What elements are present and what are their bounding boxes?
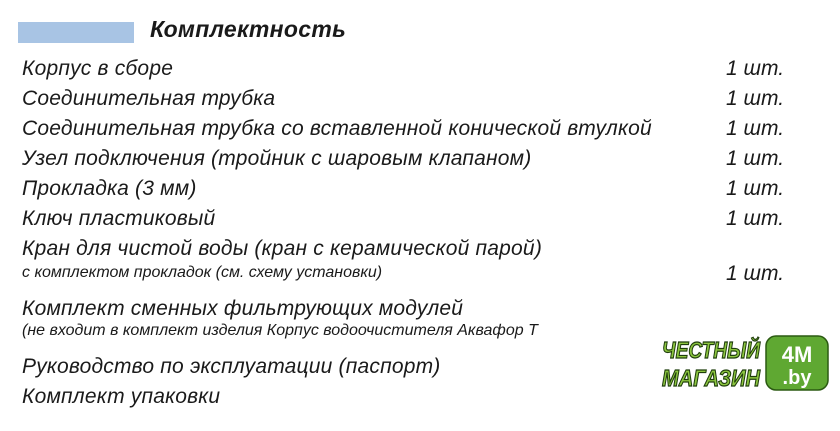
watermark-line1: ЧЕСТНЫЙ — [662, 337, 780, 363]
item-name: Соединительная трубка со вставленной конической втулкой — [22, 117, 652, 140]
store-logo-watermark — [660, 334, 832, 394]
item-name: Комплект упаковки — [22, 385, 221, 408]
section-title: Комплектность — [150, 16, 347, 42]
item-qty: 1 шт. — [726, 87, 785, 110]
item-name: Комплект сменных фильтрующих модулей — [22, 297, 464, 320]
item-qty: 1 шт. — [726, 262, 785, 285]
watermark-badge-bottom: .by — [782, 367, 812, 389]
item-qty: 1 шт. — [726, 177, 785, 200]
item-qty: 1 шт. — [726, 117, 785, 140]
item-name: Руководство по эксплуатации (паспорт) — [22, 355, 441, 378]
item-qty: 1 шт. — [726, 57, 785, 80]
item-name: Ключ пластиковый — [22, 207, 216, 230]
header-bar — [18, 22, 134, 43]
item-qty: 1 шт. — [726, 147, 785, 170]
list-item-sub — [22, 322, 660, 344]
item-name: Прокладка (3 мм) — [22, 177, 197, 200]
item-name: Кран для чистой воды (кран с керамической парой) — [22, 237, 543, 260]
watermark-badge-top: 4М — [781, 342, 813, 367]
item-name: Узел подключения (тройник с шаровым клапаном) — [22, 147, 532, 170]
item-sub: (не входит в комплект изделия Корпус водоочистителя Аквафор Т — [22, 322, 538, 339]
watermark-line2: МАГАЗИН — [662, 365, 761, 391]
item-qty: 1 шт. — [726, 207, 785, 230]
item-name: Соединительная трубка — [22, 87, 276, 110]
item-name: Корпус в сборе — [22, 57, 174, 80]
item-sub: с комплектом прокладок (см. схему установки) — [22, 264, 383, 281]
